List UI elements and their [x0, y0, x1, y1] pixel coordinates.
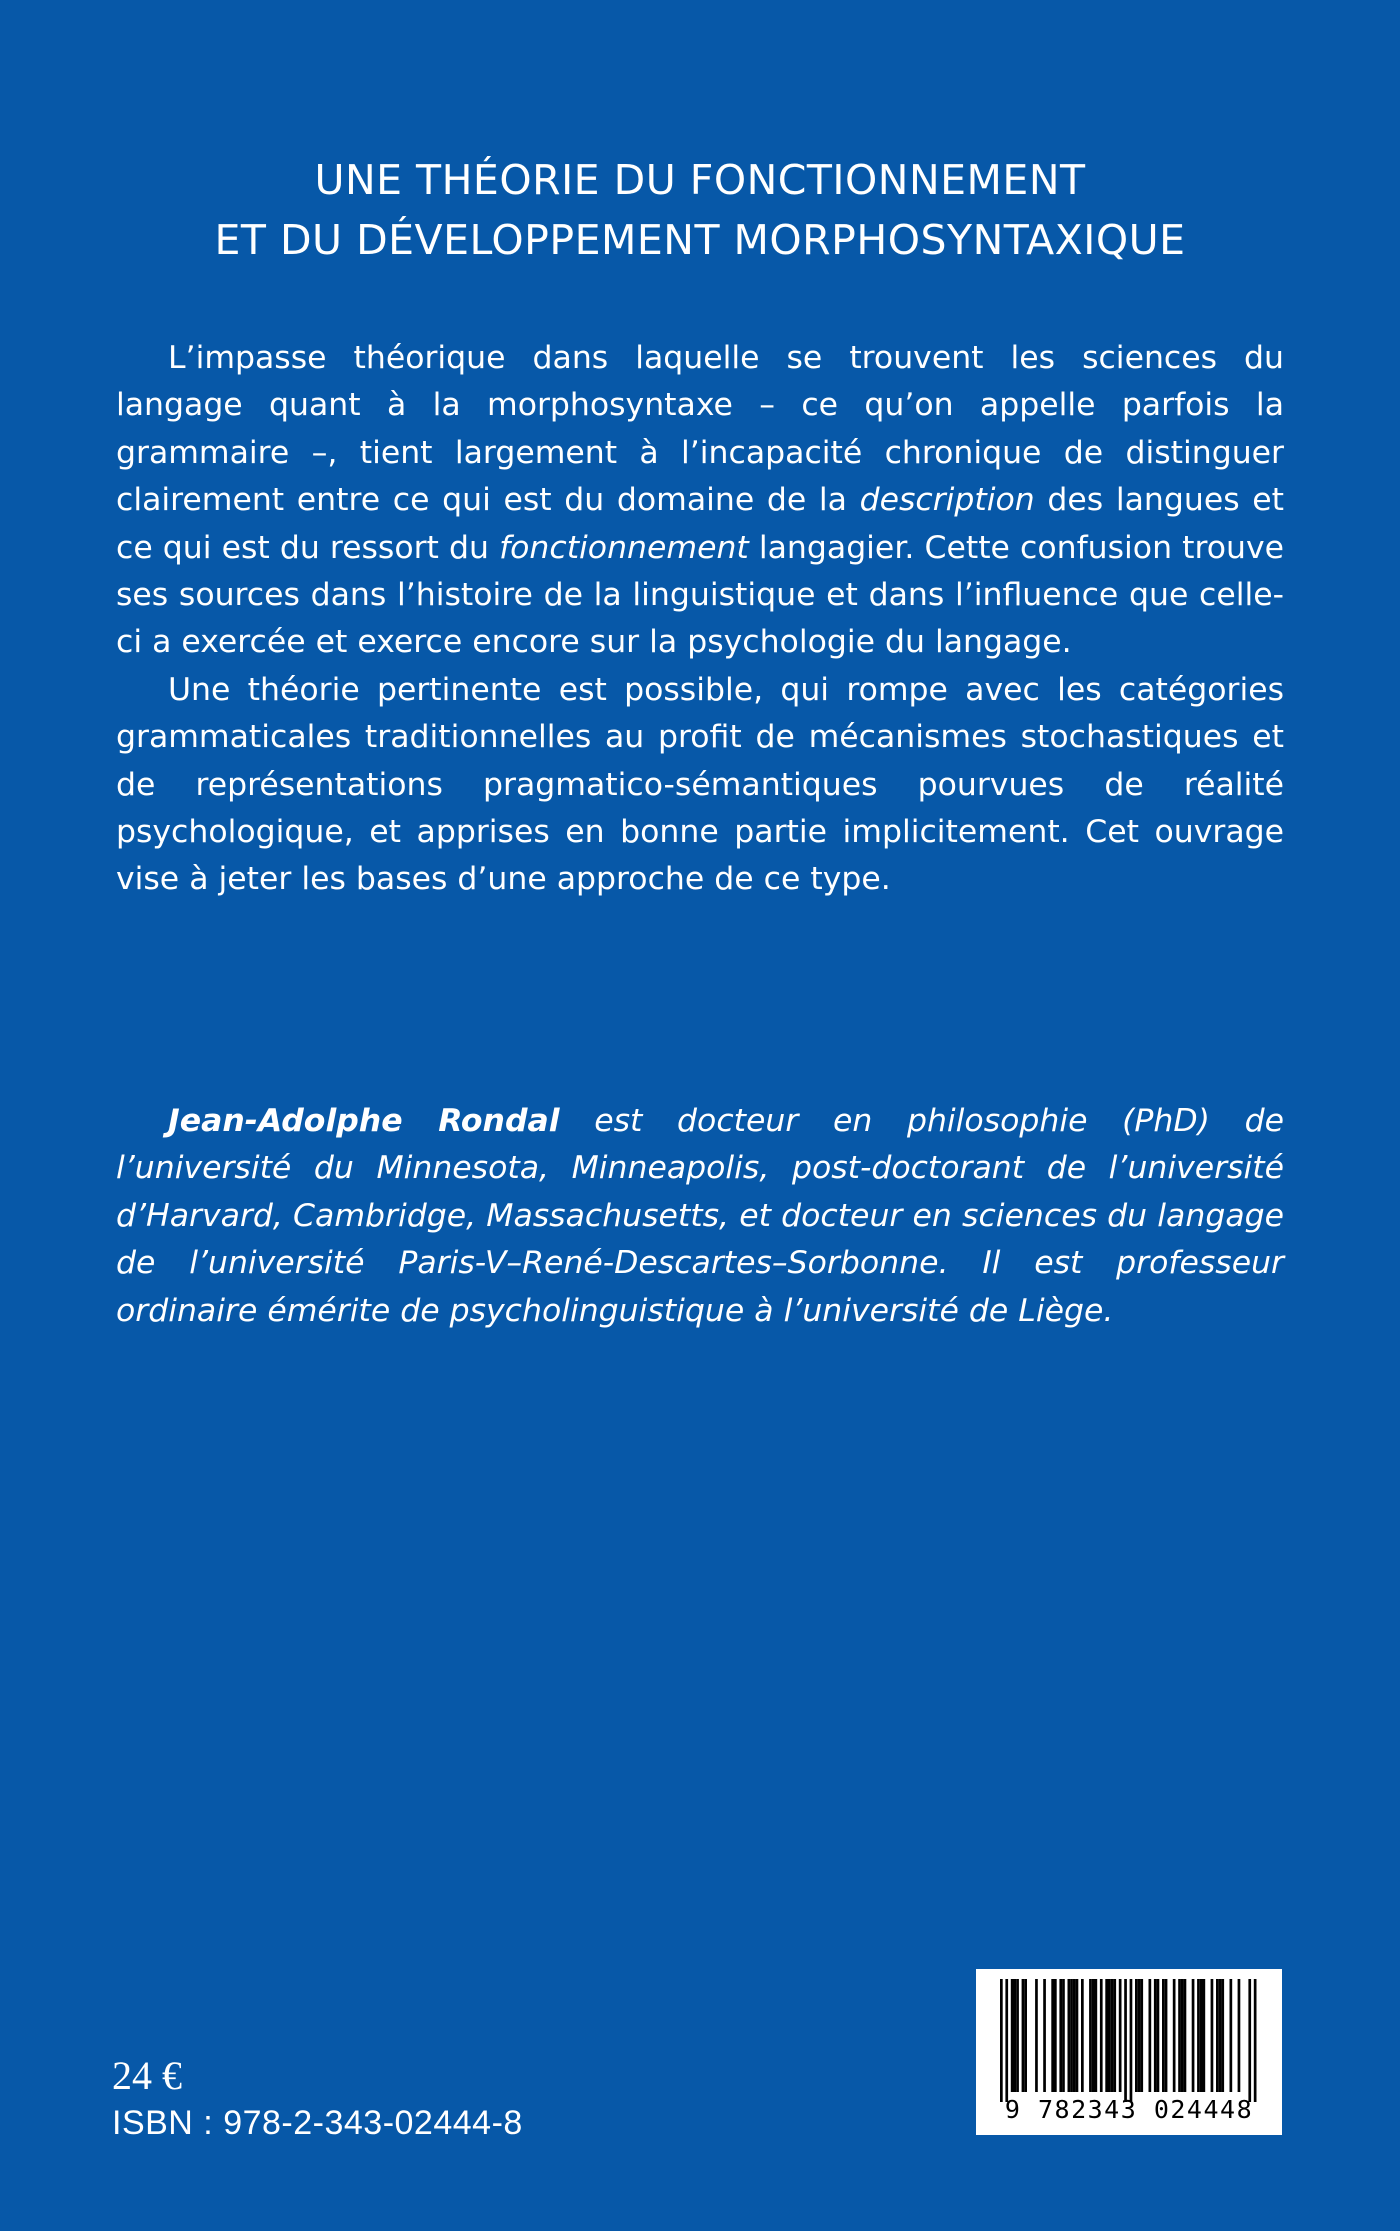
- barcode-bar: [1062, 1979, 1065, 2092]
- barcode-bar: [1124, 1979, 1127, 2102]
- barcode-bar: [1119, 1979, 1122, 2092]
- barcode-bar: [1140, 1979, 1143, 2092]
- author-bio: [116, 1098, 1284, 1335]
- synopsis-emphasis-description: description: [859, 482, 1035, 519]
- book-title-line-1: UNE THÉORIE DU FONCTIONNEMENT: [314, 156, 1086, 204]
- barcode-bar: [1051, 1979, 1054, 2092]
- synopsis-text: langagier. Cette confusion trouve ses sources dans l’histoire de la linguistique et dans l’influence que celle-ci a exercée et exerce encore sur la psychologie du langage.: [116, 529, 1284, 661]
- barcode-bar: [1254, 1979, 1257, 2102]
- synopsis-text: L’impasse théorique dans laquelle se trouvent les sciences du langage quant à la morphosyntaxe – ce qu’on appelle parfois la grammaire –, tient largement à l’incapacité chronique de distinguer clairement entre ce qui est du domaine de la: [116, 340, 1284, 519]
- price-label: 24 €: [112, 2053, 182, 2098]
- barcode-bar: [1005, 1979, 1008, 2102]
- barcode-digits: 9 782343 024448: [1004, 2095, 1254, 2124]
- barcode-bar: [1238, 1979, 1241, 2092]
- barcode-bar: [1219, 1979, 1222, 2092]
- barcode-bar: [1111, 1979, 1114, 2092]
- book-title: [0, 150, 1400, 270]
- barcode-bar: [1076, 1979, 1079, 2092]
- barcode-bar: [1081, 1979, 1084, 2092]
- barcode-bar: [1113, 1979, 1116, 2092]
- barcode-bar: [1070, 1979, 1073, 2092]
- barcode-bar: [1162, 1979, 1165, 2092]
- synopsis-paragraph-1: [116, 335, 1284, 667]
- barcode-bar: [1011, 1979, 1014, 2092]
- barcode-bar: [1105, 1979, 1108, 2092]
- barcode-bar: [1230, 1979, 1233, 2092]
- synopsis-emphasis-fonctionnement: fonctionnement: [499, 529, 749, 566]
- barcode-bar: [1100, 1979, 1103, 2092]
- barcode-bar: [1016, 1979, 1019, 2092]
- synopsis-text: des langues et ce qui est du ressort du: [116, 482, 1284, 566]
- barcode-bar: [1248, 1979, 1251, 2102]
- barcode-bar: [1165, 1979, 1168, 2092]
- barcode-bar: [1095, 1979, 1098, 2092]
- barcode-bar: [1073, 1979, 1076, 2092]
- isbn-label: ISBN : 978-2-343-02444-8: [112, 2104, 523, 2142]
- barcode-bar: [1054, 1979, 1057, 2092]
- barcode-bar: [1149, 1979, 1152, 2092]
- barcode: [976, 1969, 1282, 2135]
- barcode-bar: [1022, 1979, 1025, 2092]
- barcode-bar: [1043, 1979, 1046, 2092]
- synopsis-paragraph-2: Une théorie pertinente est possible, qui rompe avec les catégories grammaticales traditionnelles au profit de mécanismes stochastiques et de représentations pragmatico-sémantiques pourvues de réalité psychologique, et apprises en bonne partie implicitement. Cet ouvrage vise à jeter les bases d’une approche de ce type.: [116, 671, 1284, 898]
- author-name: Jean-Adolphe Rondal: [168, 1103, 560, 1139]
- barcode-bar: [1184, 1979, 1187, 2092]
- barcode-bar: [1154, 1979, 1157, 2092]
- barcode-bar: [1192, 1979, 1195, 2092]
- barcode-bar: [1221, 1979, 1224, 2092]
- barcode-bar: [1157, 1979, 1160, 2092]
- barcode-bar: [1035, 1979, 1038, 2092]
- barcode-bar: [1211, 1979, 1214, 2092]
- author-bio-paragraph: [116, 1098, 1284, 1335]
- barcode-bar: [1130, 1979, 1133, 2102]
- barcode-bar: [1203, 1979, 1206, 2092]
- author-bio-text: est docteur en philosophie (PhD) de l’université du Minnesota, Minneapolis, post-doctorant de l’université d’Harvard, Cambridge, Massachusetts, et docteur en sciences du langage de l’université Paris-V–René-Descartes–Sorbonne. Il est professeur ordinaire émérite de psycholinguistique à l’université de Liège.: [116, 1103, 1284, 1329]
- barcode-bar: [1024, 1979, 1027, 2092]
- barcode-bar: [1197, 1979, 1200, 2092]
- barcode-bar: [1014, 1979, 1017, 2092]
- barcode-bar: [1089, 1979, 1092, 2092]
- book-title-line-2: ET DU DÉVELOPPEMENT MORPHOSYNTAXIQUE: [214, 216, 1186, 264]
- barcode-bar: [1059, 1979, 1062, 2092]
- barcode-bar: [1138, 1979, 1141, 2092]
- barcode-bar: [1200, 1979, 1203, 2092]
- barcode-bar: [1108, 1979, 1111, 2092]
- synopsis: [116, 335, 1284, 904]
- barcode-bar: [1068, 1979, 1071, 2092]
- barcode-bar: [1000, 1979, 1003, 2102]
- barcode-bar: [1135, 1979, 1138, 2092]
- barcode-bar: [1216, 1979, 1219, 2092]
- barcode-bar: [1181, 1979, 1184, 2092]
- barcode-bar: [1092, 1979, 1095, 2092]
- barcode-bar: [1178, 1979, 1181, 2092]
- barcode-bar: [1173, 1979, 1176, 2092]
